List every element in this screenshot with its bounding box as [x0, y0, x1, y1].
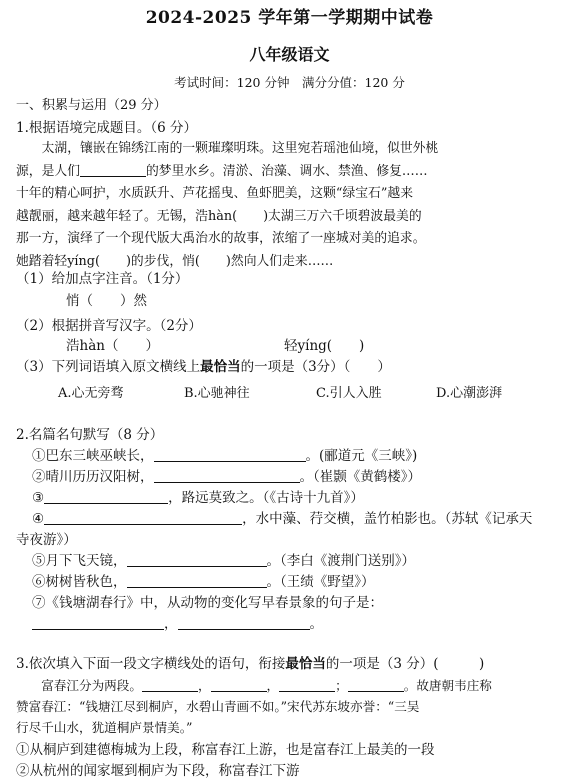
passage-line: 十年的精心呵护，水质跃升、芦花摇曳、鱼虾肥美，这颗“绿宝石”越来 [16, 186, 413, 201]
passage-line: 赞富春江：“钱塘江尽到桐庐，水碧山青画不如。”宋代苏东坡亦誉：“三吴 [16, 699, 420, 714]
blank-line[interactable] [211, 678, 267, 692]
q2-item-7-answer: ， 。 [32, 612, 323, 632]
blank-line[interactable] [127, 574, 267, 589]
q1-passage [16, 138, 564, 273]
q2-item-4: ④ ，水中藻、荇交横，盖竹柏影也。（苏轼《记承天 [32, 511, 533, 527]
q1-sub3: （3）下列词语填入原文横线上最恰当的一项是（3分）（ ） [16, 359, 391, 375]
q3-passage [16, 675, 564, 738]
q2-item-5: ⑤月下飞天镜， 。（李白《渡荆门送别》） [32, 553, 415, 569]
q1-sub1-item[interactable]: 悄（ ）然 [66, 293, 147, 309]
passage-line: 行尽千山水，犹道桐庐景情美。” [16, 720, 193, 735]
q3-option-2[interactable]: ②从杭州的闻家堰到桐庐为下段，称富春江下游 [16, 763, 300, 779]
q1-sub1: （1）给加点字注音。（1分） [16, 271, 189, 287]
option-d[interactable]: D.心潮澎湃 [436, 386, 503, 401]
q3-option-1[interactable]: ①从桐庐到建德梅城为上段，称富春江上游，也是富春江上最美的一段 [16, 742, 435, 758]
option-c[interactable]: C.引人入胜 [316, 386, 382, 401]
passage-line: 太湖，镶嵌在锦绣江南的一颗璀璨明珠。这里宛若瑶池仙境，似世外桃 [41, 141, 439, 156]
blank-line[interactable] [154, 469, 300, 484]
q2-item-2: ②晴川历历汉阳树， 。（崔颢《黄鹤楼》） [32, 469, 421, 485]
passage-line: 她踏着轻yíng( )的步伐，悄( )然向人们走来…… [16, 253, 334, 269]
exam-info: 考试时间：120 分钟 满分分值：120 分 [174, 75, 405, 90]
passage-line: 越靓丽，越来越年轻了。无锡，浩hàn( )太湖三万六千顷碧波最美的 [16, 208, 422, 224]
q2-item-4-cont: 寺夜游》） [16, 532, 77, 548]
exam-title: 2024-2025 学年第一学期期中试卷 [145, 8, 434, 28]
q2-item-7: ⑦《钱塘湖春行》中，从动物的变化写早春景象的句子是： [32, 595, 383, 611]
blank-line[interactable] [279, 678, 335, 692]
blank-line[interactable] [154, 448, 306, 463]
blank-line[interactable] [178, 616, 310, 631]
blank-line[interactable] [44, 490, 168, 505]
passage-line: 富春江分为两段。 ， ， ； 。故唐朝韦庄称 [41, 678, 492, 693]
section-heading: 一、积累与运用（29 分） [16, 98, 167, 113]
blank-line[interactable] [142, 678, 198, 692]
q1-stem: 1.根据语境完成题目。（6 分） [16, 120, 198, 136]
q1-sub2-item-b[interactable]: 轻yíng( ) [284, 338, 365, 354]
passage-line: 源，是人们 的梦里水乡。清淤、治藻、调水、禁渔、修复…… [16, 163, 428, 179]
q2-stem: 2.名篇名句默写（8 分） [16, 427, 164, 443]
q3-stem: 3.依次填入下面一段文字横线处的语句，衔接最恰当的一项是（3 分）( ) [16, 656, 485, 672]
blank-line[interactable] [127, 553, 267, 568]
q2-item-6: ⑥树树皆秋色， 。（王绩《野望》） [32, 574, 375, 590]
blank-line[interactable] [348, 678, 404, 692]
blank-line[interactable] [32, 616, 164, 631]
blank-line[interactable] [80, 163, 146, 177]
q1-sub2-item-a[interactable]: 浩hàn（ ） [66, 338, 159, 354]
exam-subject: 八年级语文 [249, 45, 330, 64]
option-a[interactable]: A.心无旁骛 [58, 386, 124, 401]
passage-line: 那一方，演绎了一个现代版大禹治水的故事，浓缩了一座城对美的追求。 [16, 231, 426, 246]
blank-line[interactable] [44, 511, 242, 526]
q1-sub2: （2）根据拼音写汉字。（2分） [16, 318, 202, 334]
q2-item-1: ①巴东三峡巫峡长， 。(郦道元《三峡》) [32, 448, 418, 464]
option-b[interactable]: B.心驰神往 [184, 386, 250, 401]
q2-item-3: ③ ，路远莫致之。（《古诗十九首》） [32, 490, 364, 506]
